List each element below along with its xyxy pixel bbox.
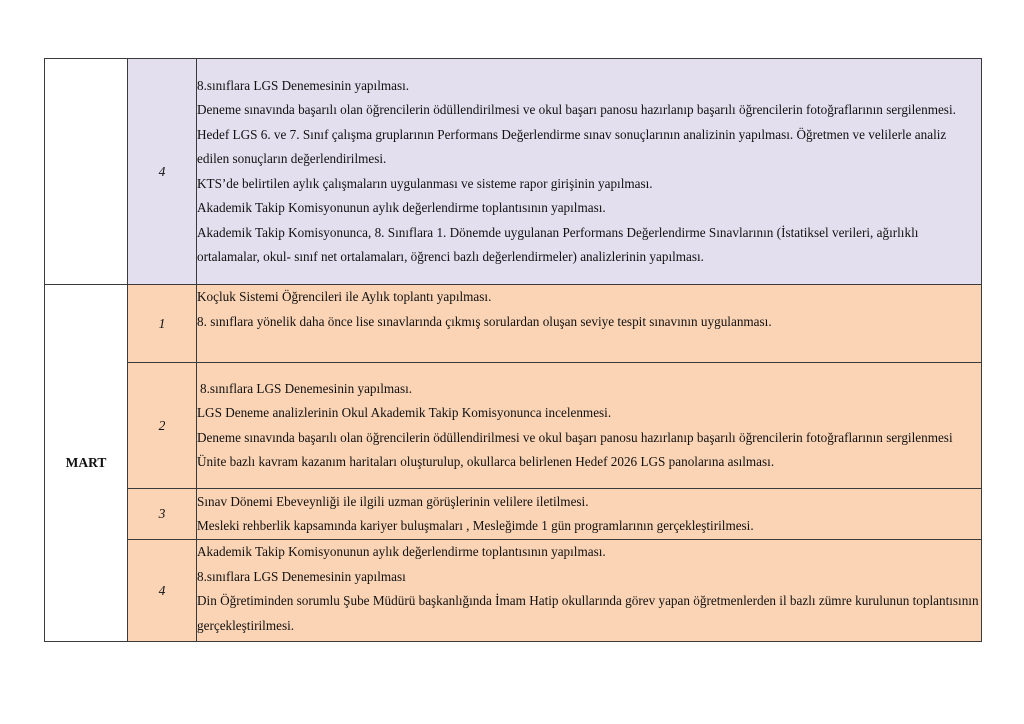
activity-item: 8.sınıflara LGS Denemesinin yapılması	[197, 568, 406, 584]
month-cell-empty	[45, 59, 128, 285]
activities-cell	[197, 363, 982, 489]
activity-item: 8.sınıflara LGS Denemesinin yapılması.	[200, 380, 413, 396]
activity-item: KTS’de belirtilen aylık çalışmaların uygulanması ve sisteme rapor girişinin yapılması.	[197, 175, 653, 191]
activities-cell	[197, 59, 982, 285]
month-cell-mart: MART	[45, 285, 128, 642]
activity-item: LGS Deneme analizlerinin Okul Akademik Takip Komisyonunca incelenmesi.	[197, 405, 612, 420]
activity-item: 8.sınıflara LGS Denemesinin yapılması.	[197, 77, 410, 93]
activity-item: Akademik Takip Komisyonunca, 8. Sınıflara 1. Dönemde uygulanan Performans Değerlendirme Sınavlarının (İstatiksel verileri, ağırlıklı ortalamalar, okul- sınıf net ortalamaları, öğrenci bazlı değerlendirmeler) analizlerinin yapılması.	[197, 224, 919, 264]
activity-plan-table	[44, 58, 982, 642]
activity-item: Deneme sınavında başarılı olan öğrencilerin ödüllendirilmesi ve okul başarı panosu hazırlanıp başarılı öğrencilerin fotoğraflarının sergilenmesi.	[197, 102, 956, 117]
activity-item: Sınav Dönemi Ebeveynliği ile ilgili uzman görüşlerinin velilere iletilmesi.	[197, 493, 589, 509]
table-row-mart-week-1	[45, 285, 982, 363]
week-cell: 3	[128, 489, 197, 540]
table-row-prev-week-4	[45, 59, 982, 285]
table-row-mart-week-3	[45, 489, 982, 540]
activity-item: Mesleki rehberlik kapsamında kariyer buluşmaları , Mesleğimde 1 gün programlarının gerçekleştirilmesi.	[197, 518, 754, 533]
activity-item: Akademik Takip Komisyonunun aylık değerlendirme toplantısının yapılması.	[197, 544, 606, 559]
activity-item: 8. sınıflara yönelik daha önce lise sınavlarında çıkmış sorulardan oluşan seviye tespit sınavının uygulanması.	[197, 313, 772, 329]
activity-item: Ünite bazlı kavram kazanım haritaları oluşturulup, okullarca belirlenen Hedef 2026 LGS panolarına asılması.	[197, 454, 775, 469]
table-row-mart-week-4	[45, 540, 982, 642]
activities-cell	[197, 285, 982, 363]
week-cell: 4	[128, 59, 197, 285]
activities-cell	[197, 489, 982, 540]
activity-item: Deneme sınavında başarılı olan öğrencilerin ödüllendirilmesi ve okul başarı panosu hazırlanıp başarılı öğrencilerin fotoğraflarının sergilenmesi	[197, 429, 953, 445]
table-row-mart-week-2	[45, 363, 982, 489]
week-cell: 2	[128, 363, 197, 489]
week-cell: 1	[128, 285, 197, 363]
activities-cell	[197, 540, 982, 642]
activity-item: Akademik Takip Komisyonunun aylık değerlendirme toplantısının yapılması.	[197, 200, 606, 215]
week-cell: 4	[128, 540, 197, 642]
activity-item: Din Öğretiminden sorumlu Şube Müdürü başkanlığında İmam Hatip okullarında görev yapan öğretmenlerden il bazlı zümre kurulunun toplantısının gerçekleştirilmesi.	[197, 593, 979, 633]
activity-item: Hedef LGS 6. ve 7. Sınıf çalışma gruplarının Performans Değerlendirme sınav sonuçlarının analizinin yapılması. Öğretmen ve velilerle analiz edilen sonuçların değerlendirilmesi.	[197, 126, 947, 166]
activity-item: Koçluk Sistemi Öğrencileri ile Aylık toplantı yapılması.	[197, 289, 492, 304]
